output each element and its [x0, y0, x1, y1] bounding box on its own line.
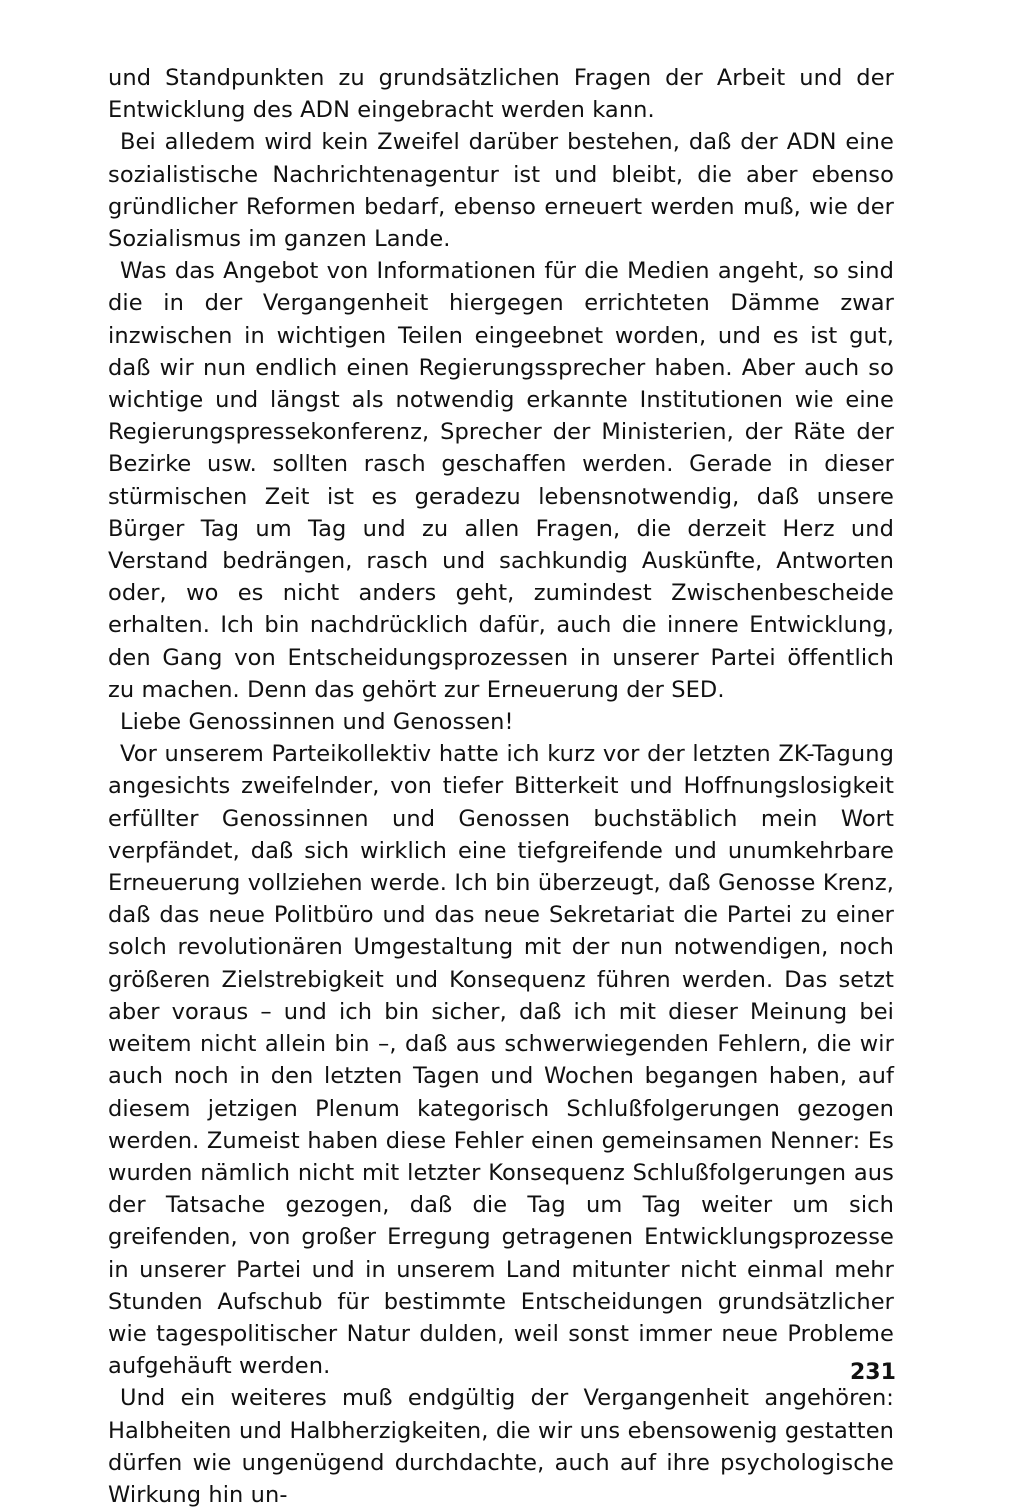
paragraph: Und ein weiteres muß endgültig der Vergangenheit angehören: Halbheiten und Halbherzigkeiten, die wir uns ebensowenig gestatten dürfen wie ungenügend durchdachte, auch auf ihre psychologische Wirkung hin un-: [108, 1385, 894, 1508]
page-number: 231: [850, 1360, 896, 1385]
paragraph-continuation: und Standpunkten zu grundsätzlichen Fragen der Arbeit und der Entwicklung des ADN eingebracht werden kann.: [108, 65, 894, 124]
paragraph: Bei alledem wird kein Zweifel darüber bestehen, daß der ADN eine sozialistische Nachrichtenagentur ist und bleibt, die aber ebenso gründlicher Reformen bedarf, ebenso erneuert werden muß, wie der Sozialismus im ganzen Lande.: [108, 129, 894, 253]
paragraph: Was das Angebot von Informationen für die Medien angeht, so sind die in der Vergangenheit hiergegen errichteten Dämme zwar inzwischen in wichtigen Teilen eingeebnet worden, und es ist gut, daß wir nun endlich einen Regierungssprecher haben. Aber auch so wichtige und längst als notwendig erkannte Institutionen wie eine Regierungspressekonferenz, Sprecher der Ministerien, der Räte der Bezirke usw. sollten rasch geschaffen werden. Gerade in dieser stürmischen Zeit ist es geradezu lebensnotwendig, daß unsere Bürger Tag um Tag und zu allen Fragen, die derzeit Herz und Verstand bedrängen, rasch und sachkundig Auskünfte, Antworten oder, wo es nicht anders geht, zumindest Zwischenbescheide erhalten. Ich bin nachdrücklich dafür, auch die innere Entwicklung, den Gang von Entscheidungsprozessen in unserer Partei öffentlich zu machen. Denn das gehört zur Erneuerung der SED.: [108, 258, 894, 703]
paragraph: Vor unserem Parteikollektiv hatte ich kurz vor der letzten ZK-Tagung angesichts zweifelnder, von tiefer Bitterkeit und Hoffnungslosigkeit erfüllter Genossinnen und Genossen buchstäblich mein Wort verpfändet, daß sich wirklich eine tiefgreifende und unumkehrbare Erneuerung vollziehen werde. Ich bin überzeugt, daß Genosse Krenz, daß das neue Politbüro und das neue Sekretariat die Partei zu einer solch revolutionären Umgestaltung mit der nun notwendigen, noch größeren Zielstrebigkeit und Konsequenz führen werden. Das setzt aber voraus – und ich bin sicher, daß ich mit dieser Meinung bei weitem nicht allein bin –, daß aus schwerwiegenden Fehlern, die wir auch noch in den letzten Tagen und Wochen begangen haben, auf diesem jetzigen Plenum kategorisch Schlußfolgerungen gezogen werden. Zumeist haben diese Fehler einen gemeinsamen Nenner: Es wurden nämlich nicht mit letzter Konsequenz Schlußfolgerungen aus der Tatsache gezogen, daß die Tag um Tag weiter um sich greifenden, von großer Erregung getragenen Entwicklungsprozesse in unserer Partei und in unserem Land mitunter nicht einmal mehr Stunden Aufschub für bestimmte Entscheidungen grundsätzlicher wie tagespolitischer Natur dulden, weil sonst immer neue Probleme aufgehäuft werden.: [108, 741, 894, 1380]
paragraph-salutation: Liebe Genossinnen und Genossen!: [120, 709, 514, 736]
book-page-text: [108, 62, 894, 1511]
